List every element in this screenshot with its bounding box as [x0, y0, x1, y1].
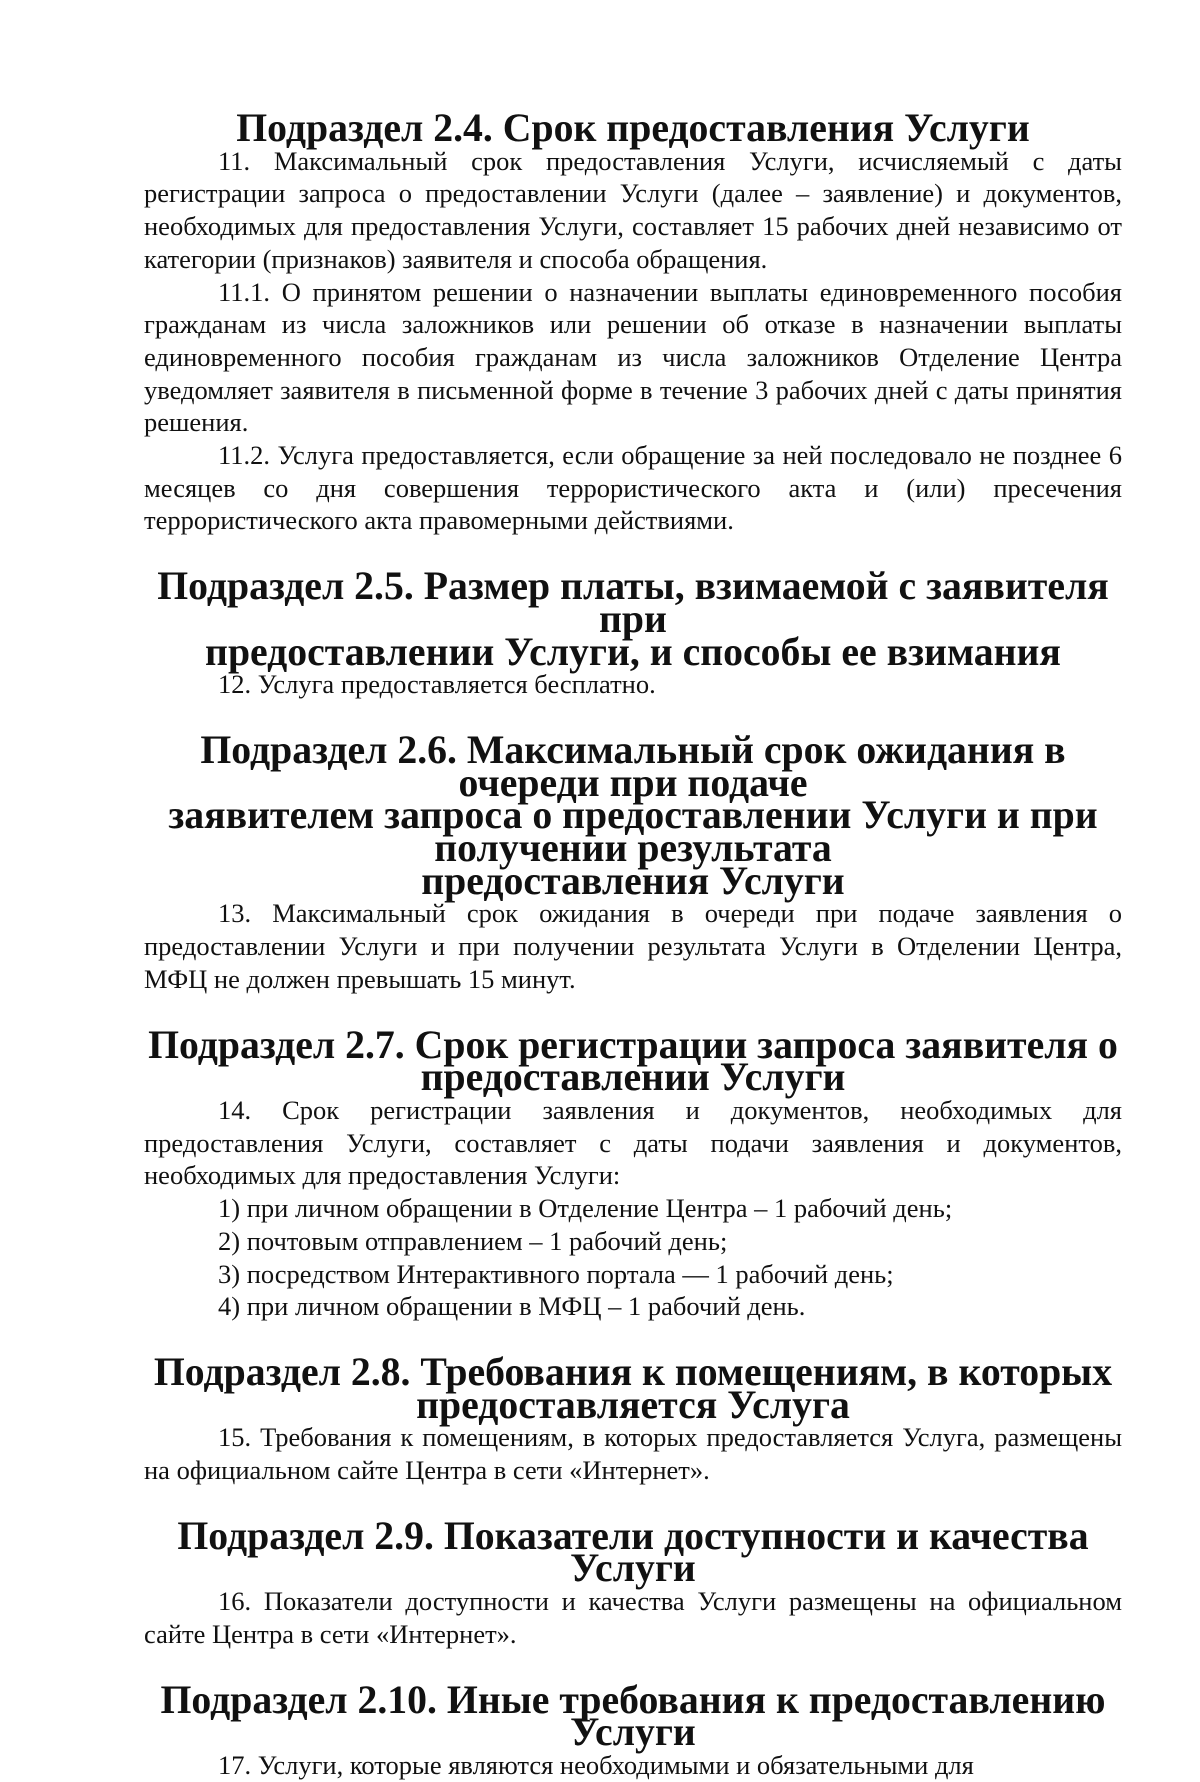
section-heading — [144, 1022, 1122, 1100]
heading-line: Подраздел 2.6. Максимальный срок ожидания в очереди при подаче — [200, 727, 1066, 805]
document-page — [144, 106, 1122, 1782]
heading-line: предоставляется Услуга — [416, 1382, 850, 1427]
list-item: 4) при личном обращении в МФЦ – 1 рабочий день. — [218, 1291, 806, 1322]
paragraph: 13. Максимальный срок ожидания в очереди при подаче заявления о предоставлении Услуги и при получении результата Услуги в Отделении Центра, МФЦ не должен превышать 15 минут. — [144, 898, 1122, 994]
heading-line: предоставлении Услуги, и способы ее взимания — [205, 629, 1061, 674]
heading-line: предоставления Услуги — [421, 858, 845, 903]
heading-line: заявителем запроса о предоставлении Услуги и при получении результата — [168, 793, 1098, 871]
heading-line: Подраздел 2.8. Требования к помещениям, в которых — [153, 1349, 1113, 1394]
paragraph: 15. Требования к помещениям, в которых предоставляется Услуга, размещены на официальном сайте Центра в сети «Интернет». — [144, 1422, 1122, 1486]
paragraph: 11. Максимальный срок предоставления Услуги, исчисляемый с даты регистрации запроса о предоставлении Услуги (далее – заявление) и документов, необходимых для предоставления Услуги, составляет 15 рабочих дней независимо от категории (признаков) заявителя и способа обращения. — [144, 145, 1122, 274]
section-heading — [144, 564, 1122, 674]
paragraph: 11.1. О принятом решении о назначении выплаты единовременного пособия гражданам из числа заложников или решении об отказе в назначении выплаты единовременного пособия гражданам из числа заложников Отделение Центра уведомляет заявителя в письменной форме в течение 3 рабочих дней с даты принятия решения. — [144, 276, 1122, 438]
paragraph: 12. Услуга предоставляется бесплатно. — [218, 669, 656, 700]
section-heading — [144, 1349, 1122, 1427]
section-2-6 — [144, 727, 1122, 996]
heading-line: Подраздел 2.10. Иные требования к предоставлению Услуги — [160, 1677, 1106, 1755]
paragraph: 11.2. Услуга предоставляется, если обращение за ней последовало не позднее 6 месяцев со дня совершения террористического акта и (или) пресечения террористического акта правомерными действиями. — [144, 440, 1122, 536]
heading-line: Подраздел 2.4. Срок предоставления Услуги — [236, 106, 1030, 150]
heading-line: Подраздел 2.5. Размер платы, взимаемой с заявителя при — [157, 564, 1109, 641]
paragraph: 17. Услуги, которые являются необходимыми и обязательными для — [218, 1749, 974, 1780]
list-item: 1) при личном обращении в Отделение Центра – 1 рабочий день; — [218, 1193, 953, 1224]
section-heading — [144, 1513, 1122, 1591]
section-heading — [144, 1677, 1122, 1755]
section-2-9 — [144, 1513, 1122, 1651]
list-item: 2) почтовым отправлением – 1 рабочий день; — [218, 1225, 728, 1256]
list-item: 3) посредством Интерактивного портала — 1 рабочий день; — [218, 1258, 894, 1289]
section-2-5 — [144, 564, 1122, 701]
section-heading — [144, 727, 1122, 903]
heading-line: Подраздел 2.7. Срок регистрации запроса заявителя о — [148, 1022, 1118, 1067]
section-2-4 — [144, 106, 1122, 537]
heading-line: предоставлении Услуги — [420, 1055, 846, 1100]
section-2-8 — [144, 1349, 1122, 1487]
section-2-7 — [144, 1022, 1122, 1323]
paragraph: 14. Срок регистрации заявления и документов, необходимых для предоставления Услуги, составляет с даты подачи заявления и документов, необходимых для предоставления Услуги: — [144, 1094, 1122, 1191]
heading-line: Подраздел 2.9. Показатели доступности и качества Услуги — [177, 1513, 1089, 1591]
section-2-10 — [144, 1677, 1122, 1782]
section-heading — [144, 106, 1122, 150]
paragraph: 16. Показатели доступности и качества Услуги размещены на официальном сайте Центра в сети «Интернет». — [144, 1586, 1122, 1649]
